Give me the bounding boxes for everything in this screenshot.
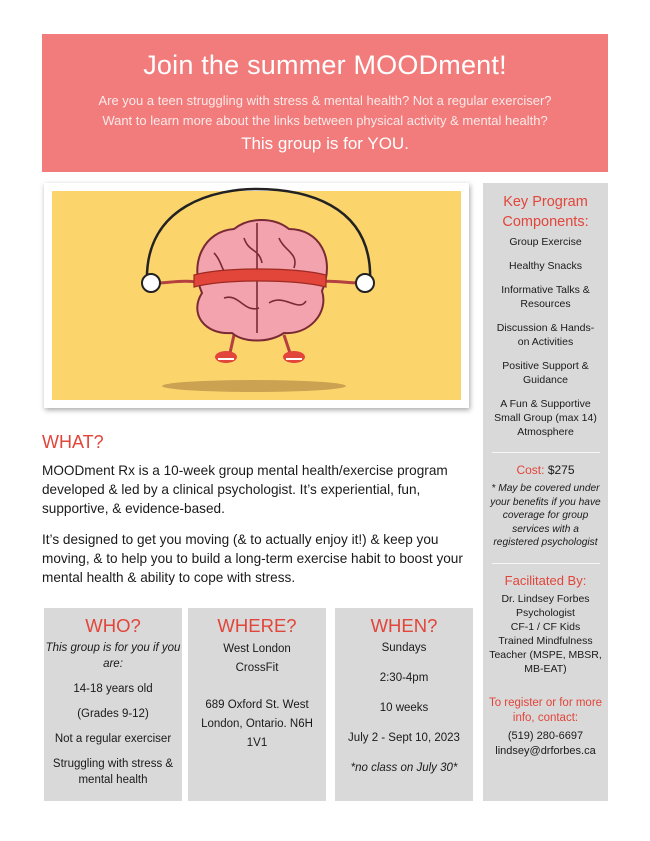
- facilitator-name: Dr. Lindsey Forbes: [501, 592, 590, 605]
- cost-label: Cost:: [516, 463, 545, 477]
- facilitator-cert: CF-1 / CF Kids: [510, 620, 581, 633]
- when-day: Sundays: [381, 642, 427, 654]
- register-prompt: To register or for more info, contact:: [488, 696, 603, 724]
- banner-tagline: This group is for YOU.: [241, 134, 409, 153]
- component-item: Informative Talks & Resources: [501, 284, 590, 310]
- where-heading: WHERE?: [217, 615, 297, 636]
- when-dates: July 2 - Sept 10, 2023: [348, 732, 460, 744]
- banner-subtitle-line-2: Want to learn more about the links between physical activity & mental health?: [102, 113, 548, 128]
- brain-illustration: [44, 183, 469, 408]
- divider: [492, 563, 600, 564]
- component-item: Discussion & Hands-on Activities: [496, 322, 595, 348]
- when-note: *no class on July 30*: [350, 762, 458, 774]
- phone-number: (519) 280-6697: [507, 729, 584, 742]
- facilitator-title: Psychologist: [516, 606, 575, 619]
- sidebar-panel: [483, 183, 608, 801]
- what-body: [42, 461, 467, 599]
- when-heading: WHEN?: [370, 615, 438, 636]
- who-heading: WHO?: [85, 615, 141, 636]
- when-time: 2:30-4pm: [379, 672, 429, 684]
- venue-address: 689 Oxford St. West London, Ontario. N6H 1V1: [201, 699, 313, 749]
- brain-jump-rope-icon: [44, 183, 469, 408]
- who-intro: This group is for you if you are:: [45, 642, 181, 670]
- who-item: Not a regular exerciser: [54, 733, 172, 745]
- banner-subtitle-line-1: Are you a teen struggling with stress & mental health? Not a regular exerciser?: [98, 93, 552, 108]
- who-item: (Grades 9-12): [77, 708, 149, 720]
- who-item: 14-18 years old: [73, 683, 153, 695]
- component-item: Group Exercise: [509, 236, 582, 248]
- component-item: A Fun & Supportive Small Group (max 14) Atmosphere: [494, 398, 597, 438]
- contact-info: [483, 729, 608, 759]
- components-heading: Key Program Components:: [502, 194, 589, 230]
- divider: [492, 452, 600, 453]
- who-item: Struggling with stress & mental health: [52, 758, 174, 786]
- banner-subtitle: [42, 91, 608, 131]
- when-box: [335, 608, 473, 801]
- cost-line: [483, 463, 608, 477]
- facilitated-heading: Facilitated By:: [504, 572, 587, 588]
- header-banner: [42, 34, 608, 172]
- what-paragraph-1: MOODment Rx is a 10-week group mental health/exercise program developed & led by a clinical psychologist. It’s experiential, fun, supportive, & evidence-based.: [42, 463, 448, 516]
- when-duration: 10 weeks: [379, 702, 429, 714]
- venue-name: West London CrossFit: [223, 643, 291, 674]
- email-link[interactable]: lindsey@drforbes.ca: [495, 744, 596, 757]
- facilitator-training: Trained Mindfulness Teacher (MSPE, MBSR, MB-EAT): [489, 634, 602, 675]
- page-title: Join the summer MOODment!: [143, 50, 507, 80]
- who-box: [44, 608, 182, 801]
- components-list: [483, 235, 608, 439]
- what-paragraph-2: It’s designed to get you moving (& to actually enjoy it!) & keep you moving, & to help you to build a long-term exercise habit to boost your mental health & ability to cope with stress.: [42, 532, 463, 585]
- what-heading: WHAT?: [42, 432, 104, 452]
- where-box: [188, 608, 326, 801]
- component-item: Positive Support & Guidance: [502, 360, 589, 386]
- facilitator-info: [483, 592, 608, 676]
- cost-value: $275: [547, 463, 575, 477]
- component-item: Healthy Snacks: [509, 260, 582, 272]
- cost-note: * May be covered under your benefits if you have coverage for group services with a registered psychologist: [490, 483, 601, 548]
